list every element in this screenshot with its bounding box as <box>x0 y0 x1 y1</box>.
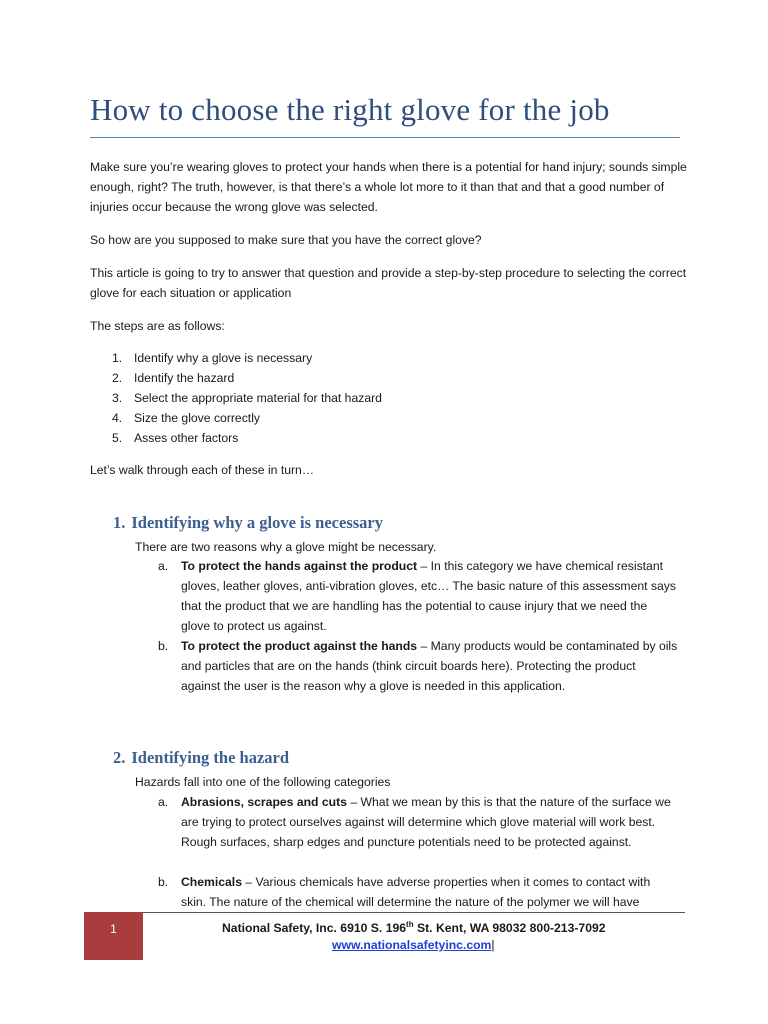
footer-address: National Safety, Inc. 6910 S. 196th St. Kent, WA 98032 800-213-7092 <box>222 920 606 936</box>
page-title: How to choose the right glove for the job <box>90 92 610 127</box>
website-link[interactable]: www.nationalsafetyinc.com <box>332 938 492 952</box>
title-rule <box>90 137 680 138</box>
intro-paragraph-1: Make sure you’re wearing gloves to protect your hands when there is a potential for hand injury; sounds simple enough, right? The truth, however, is that there’s a whole lot more to it than that and that a good number of injuries occur because the wrong glove was selected. <box>90 160 687 214</box>
text-caret: | <box>491 938 495 952</box>
section-1-item-a: a. To protect the hands against the product – In this category we have chemical resistant gloves, leather gloves, anti-vibration gloves, etc… The basic nature of this assessment says that the product that we are handling has the potential to cause injury that we need the glove to protect us against. <box>158 559 676 633</box>
list-item: 5. Asses other factors <box>112 431 239 445</box>
section-2-heading: 2. Identifying the hazard <box>113 748 290 767</box>
intro-paragraph-3: This article is going to try to answer that question and provide a step-by-step procedure to selecting the correct glove for each situation or application <box>90 266 687 300</box>
section-1-item-b: b. To protect the product against the hands – Many products would be contaminated by oils and particles that are on the hands (think circuit boards here). Protecting the product against the user is the reason why a glove is needed in this application. <box>158 639 678 693</box>
intro-paragraph-4: The steps are as follows: <box>90 319 225 333</box>
list-item: 1. Identify why a glove is necessary <box>112 351 313 365</box>
intro-paragraph-2: So how are you supposed to make sure that you have the correct glove? <box>90 233 482 247</box>
list-item: 2. Identify the hazard <box>112 371 235 385</box>
steps-list <box>112 348 382 448</box>
section-2-intro: Hazards fall into one of the following categories <box>135 775 391 789</box>
footer-rule <box>143 912 685 913</box>
list-item: 4. Size the glove correctly <box>112 411 260 425</box>
page-number-box <box>84 912 143 960</box>
footer-website-line <box>332 938 495 952</box>
section-1-intro: There are two reasons why a glove might be necessary. <box>135 540 437 554</box>
page-number: 1 <box>110 922 117 936</box>
section-2-item-a: a. Abrasions, scrapes and cuts – What we mean by this is that the nature of the surface we are trying to protect ourselves against will determine which glove material will work best. Rough surfaces, sharp edges and puncture potentials need to be protected against. <box>158 795 671 849</box>
list-item: 3. Select the appropriate material for that hazard <box>112 391 382 405</box>
walkthrough-text: Let’s walk through each of these in turn… <box>90 463 315 477</box>
section-1-heading: 1. Identifying why a glove is necessary <box>113 513 383 532</box>
section-2-item-b: b. Chemicals – Various chemicals have adverse properties when it comes to contact with skin. The nature of the chemical will determine the nature of the polymer we will have <box>158 875 651 909</box>
